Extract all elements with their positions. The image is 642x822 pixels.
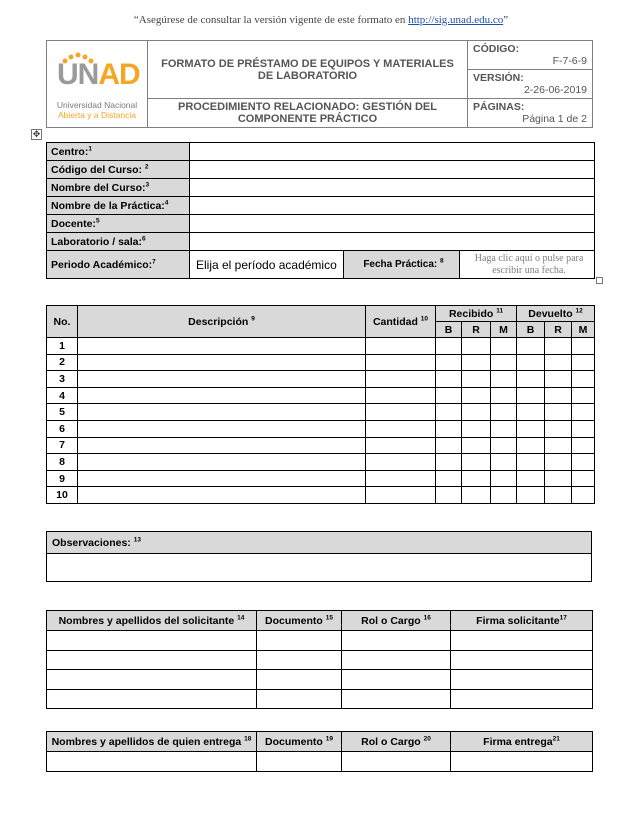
item-cell[interactable] bbox=[517, 338, 545, 355]
item-cell[interactable] bbox=[517, 454, 545, 471]
item-cell[interactable] bbox=[436, 437, 462, 454]
item-cell[interactable] bbox=[462, 371, 491, 388]
item-cell[interactable] bbox=[545, 371, 572, 388]
item-cell[interactable] bbox=[462, 437, 491, 454]
codigo-value: F-7-6-9 bbox=[552, 55, 587, 67]
paginas-value: Página 1 de 2 bbox=[522, 113, 587, 125]
row-number: 3 bbox=[47, 371, 78, 388]
col-devuelto-r: R bbox=[545, 322, 572, 338]
version-label: VERSIÓN: bbox=[473, 72, 524, 84]
item-cell[interactable] bbox=[572, 487, 595, 504]
item-cell[interactable] bbox=[366, 420, 436, 437]
paginas-cell bbox=[468, 99, 593, 128]
item-cell[interactable] bbox=[436, 470, 462, 487]
item-cell[interactable] bbox=[545, 404, 572, 421]
item-cell[interactable] bbox=[436, 420, 462, 437]
col-recibido: Recibido $^{11}$ bbox=[436, 306, 517, 322]
table-row bbox=[47, 354, 595, 371]
item-cell[interactable] bbox=[78, 470, 366, 487]
item-cell[interactable] bbox=[491, 354, 517, 371]
item-cell[interactable] bbox=[517, 387, 545, 404]
codigo-cell bbox=[468, 41, 593, 70]
item-cell[interactable] bbox=[436, 354, 462, 371]
paginas-label: PÁGINAS: bbox=[473, 101, 525, 113]
item-cell[interactable] bbox=[366, 487, 436, 504]
col-cantidad: Cantidad $^{10}$ bbox=[366, 306, 436, 338]
codigo-curso-label: Código del Curso: $^2$ bbox=[47, 161, 190, 179]
item-cell[interactable] bbox=[491, 420, 517, 437]
laboratorio-label: Laboratorio / sala:$^6$ bbox=[47, 233, 190, 251]
item-cell[interactable] bbox=[366, 338, 436, 355]
row-number: 5 bbox=[47, 404, 78, 421]
signature-cell[interactable] bbox=[257, 650, 342, 670]
table-row bbox=[47, 752, 593, 772]
signature-cell[interactable] bbox=[342, 689, 451, 709]
signature-cell[interactable] bbox=[257, 670, 342, 690]
col-rol-solicitante: Rol o Cargo $^{16}$ bbox=[342, 611, 451, 631]
col-firma-entrega: Firma entrega$^{21}$ bbox=[451, 732, 593, 752]
item-cell[interactable] bbox=[462, 404, 491, 421]
nombre-practica-label: Nombre de la Práctica:$^4$ bbox=[47, 197, 190, 215]
item-cell[interactable] bbox=[491, 470, 517, 487]
col-rol-entrega: Rol o Cargo $^{20}$ bbox=[342, 732, 451, 752]
solicitante-table bbox=[46, 610, 593, 709]
codigo-curso-field[interactable] bbox=[190, 161, 595, 179]
col-nombre-entrega: Nombres y apellidos de quien entrega $^{18}$ bbox=[47, 732, 257, 752]
table-row bbox=[47, 371, 595, 388]
signature-cell[interactable] bbox=[342, 631, 451, 651]
version-value: 2-26-06-2019 bbox=[523, 84, 587, 96]
centro-field[interactable] bbox=[190, 143, 595, 161]
codigo-label: CÓDIGO: bbox=[473, 43, 520, 55]
item-cell[interactable] bbox=[366, 470, 436, 487]
fecha-picker[interactable]: Haga clic aquí o pulse para escribir una fecha. bbox=[460, 251, 595, 279]
logo-university-sub: Abierta y a Distancia bbox=[58, 110, 136, 120]
item-cell[interactable] bbox=[517, 354, 545, 371]
nombre-practica-field[interactable] bbox=[190, 197, 595, 215]
fecha-label: Fecha Práctica: $^8$ bbox=[344, 251, 460, 279]
row-number: 10 bbox=[47, 487, 78, 504]
row-number: 6 bbox=[47, 420, 78, 437]
col-descripcion: Descripción $^9$ bbox=[78, 306, 366, 338]
item-cell[interactable] bbox=[366, 404, 436, 421]
item-cell[interactable] bbox=[545, 454, 572, 471]
item-cell[interactable] bbox=[462, 454, 491, 471]
item-cell[interactable] bbox=[462, 387, 491, 404]
notice-close: ” bbox=[503, 14, 509, 26]
unad-logo bbox=[49, 44, 145, 124]
signature-cell[interactable] bbox=[451, 689, 593, 709]
table-resize-handle[interactable] bbox=[596, 277, 603, 284]
observaciones-field[interactable] bbox=[47, 554, 592, 582]
item-cell[interactable] bbox=[436, 338, 462, 355]
item-cell[interactable] bbox=[462, 420, 491, 437]
item-cell[interactable] bbox=[491, 454, 517, 471]
row-number: 8 bbox=[47, 454, 78, 471]
item-cell[interactable] bbox=[436, 454, 462, 471]
signature-cell[interactable] bbox=[451, 752, 593, 772]
item-cell[interactable] bbox=[462, 354, 491, 371]
logo-university: Universidad Nacional bbox=[56, 100, 138, 110]
signature-cell[interactable] bbox=[257, 752, 342, 772]
course-info-table bbox=[46, 142, 595, 279]
form-title: FORMATO DE PRÉSTAMO DE EQUIPOS Y MATERIALES DE LABORATORIO bbox=[148, 41, 468, 99]
item-cell[interactable] bbox=[491, 404, 517, 421]
table-row bbox=[47, 487, 595, 504]
table-row bbox=[47, 689, 593, 709]
item-cell[interactable] bbox=[366, 354, 436, 371]
item-cell[interactable] bbox=[366, 371, 436, 388]
item-cell[interactable] bbox=[517, 404, 545, 421]
periodo-label: Periodo Académico:$^7$ bbox=[47, 251, 190, 279]
item-cell[interactable] bbox=[545, 338, 572, 355]
signature-cell[interactable] bbox=[451, 631, 593, 651]
item-cell[interactable] bbox=[517, 371, 545, 388]
observaciones-table bbox=[46, 531, 592, 582]
item-cell[interactable] bbox=[572, 371, 595, 388]
col-nombre-solicitante: Nombres y apellidos del solicitante $^{14}$ bbox=[47, 611, 257, 631]
item-cell[interactable] bbox=[462, 470, 491, 487]
col-recibido-r: R bbox=[462, 322, 491, 338]
item-cell[interactable] bbox=[572, 404, 595, 421]
item-cell[interactable] bbox=[491, 437, 517, 454]
signature-cell[interactable] bbox=[257, 631, 342, 651]
items-table bbox=[46, 305, 595, 504]
col-recibido-m: M bbox=[491, 322, 517, 338]
item-cell[interactable] bbox=[572, 420, 595, 437]
item-cell[interactable] bbox=[572, 354, 595, 371]
table-row bbox=[47, 387, 595, 404]
item-cell[interactable] bbox=[366, 387, 436, 404]
table-row bbox=[47, 631, 593, 651]
col-no: No. bbox=[47, 306, 78, 338]
row-number: 2 bbox=[47, 354, 78, 371]
item-cell[interactable] bbox=[78, 387, 366, 404]
signature-cell[interactable] bbox=[342, 650, 451, 670]
col-firma-solicitante: Firma solicitante$^{17}$ bbox=[451, 611, 593, 631]
observaciones-label: Observaciones: $^{13}$ bbox=[47, 532, 592, 554]
signature-cell[interactable] bbox=[342, 752, 451, 772]
item-cell[interactable] bbox=[572, 338, 595, 355]
item-cell[interactable] bbox=[545, 487, 572, 504]
signature-cell[interactable] bbox=[47, 689, 257, 709]
table-row bbox=[47, 437, 595, 454]
item-cell[interactable] bbox=[462, 487, 491, 504]
logo-cell bbox=[47, 41, 148, 128]
item-cell[interactable] bbox=[572, 470, 595, 487]
item-cell[interactable] bbox=[78, 420, 366, 437]
item-cell[interactable] bbox=[78, 487, 366, 504]
nombre-curso-field[interactable] bbox=[190, 179, 595, 197]
table-move-handle-icon[interactable]: ✥ bbox=[32, 129, 41, 139]
col-devuelto-b: B bbox=[517, 322, 545, 338]
item-cell[interactable] bbox=[545, 354, 572, 371]
item-cell[interactable] bbox=[491, 387, 517, 404]
row-number: 9 bbox=[47, 470, 78, 487]
signature-cell[interactable] bbox=[47, 650, 257, 670]
version-cell bbox=[468, 70, 593, 99]
item-cell[interactable] bbox=[78, 437, 366, 454]
item-cell[interactable] bbox=[491, 371, 517, 388]
version-notice bbox=[0, 14, 642, 26]
item-cell[interactable] bbox=[366, 454, 436, 471]
item-cell[interactable] bbox=[78, 404, 366, 421]
item-cell[interactable] bbox=[572, 437, 595, 454]
signature-cell[interactable] bbox=[451, 650, 593, 670]
periodo-select[interactable]: Elija el período académico bbox=[190, 251, 344, 279]
laboratorio-field[interactable] bbox=[190, 233, 595, 251]
nombre-curso-label: Nombre del Curso:$^3$ bbox=[47, 179, 190, 197]
item-cell[interactable] bbox=[517, 470, 545, 487]
docente-field[interactable] bbox=[190, 215, 595, 233]
signature-cell[interactable] bbox=[47, 670, 257, 690]
table-row bbox=[47, 454, 595, 471]
table-row bbox=[47, 670, 593, 690]
item-cell[interactable] bbox=[436, 404, 462, 421]
procedure-title: PROCEDIMIENTO RELACIONADO: GESTIÓN DEL COMPONENTE PRÁCTICO bbox=[148, 99, 468, 128]
item-cell[interactable] bbox=[545, 387, 572, 404]
notice-text: “Asegúrese de consultar la versión vigente de este formato en bbox=[133, 14, 409, 26]
item-cell[interactable] bbox=[572, 454, 595, 471]
document-header bbox=[46, 40, 593, 128]
col-documento-solicitante: Documento $^{15}$ bbox=[257, 611, 342, 631]
docente-label: Docente:$^5$ bbox=[47, 215, 190, 233]
table-row bbox=[47, 650, 593, 670]
table-row bbox=[47, 470, 595, 487]
table-row bbox=[47, 338, 595, 355]
col-recibido-b: B bbox=[436, 322, 462, 338]
signature-cell[interactable] bbox=[47, 631, 257, 651]
row-number: 1 bbox=[47, 338, 78, 355]
sig-link[interactable]: http://sig.unad.edu.co bbox=[408, 14, 504, 26]
item-cell[interactable] bbox=[78, 371, 366, 388]
table-row bbox=[47, 404, 595, 421]
item-cell[interactable] bbox=[78, 338, 366, 355]
table-row bbox=[47, 420, 595, 437]
item-cell[interactable] bbox=[491, 338, 517, 355]
item-cell[interactable] bbox=[366, 437, 436, 454]
item-cell[interactable] bbox=[517, 420, 545, 437]
item-cell[interactable] bbox=[78, 354, 366, 371]
row-number: 7 bbox=[47, 437, 78, 454]
item-cell[interactable] bbox=[436, 387, 462, 404]
signature-cell[interactable] bbox=[342, 670, 451, 690]
col-devuelto-m: M bbox=[572, 322, 595, 338]
item-cell[interactable] bbox=[572, 387, 595, 404]
col-devuelto: Devuelto $^{12}$ bbox=[517, 306, 595, 322]
item-cell[interactable] bbox=[436, 487, 462, 504]
row-number: 4 bbox=[47, 387, 78, 404]
logo-wordmark: UNAD bbox=[57, 58, 140, 91]
signature-cell[interactable] bbox=[451, 670, 593, 690]
centro-label: Centro:$^1$ bbox=[47, 143, 190, 161]
item-cell[interactable] bbox=[436, 371, 462, 388]
item-cell[interactable] bbox=[491, 487, 517, 504]
signature-cell[interactable] bbox=[47, 752, 257, 772]
col-documento-entrega: Documento $^{19}$ bbox=[257, 732, 342, 752]
item-cell[interactable] bbox=[545, 420, 572, 437]
item-cell[interactable] bbox=[517, 487, 545, 504]
item-cell[interactable] bbox=[545, 437, 572, 454]
item-cell[interactable] bbox=[517, 437, 545, 454]
item-cell[interactable] bbox=[545, 470, 572, 487]
entrega-table bbox=[46, 731, 593, 772]
item-cell[interactable] bbox=[462, 338, 491, 355]
signature-cell[interactable] bbox=[257, 689, 342, 709]
item-cell[interactable] bbox=[78, 454, 366, 471]
